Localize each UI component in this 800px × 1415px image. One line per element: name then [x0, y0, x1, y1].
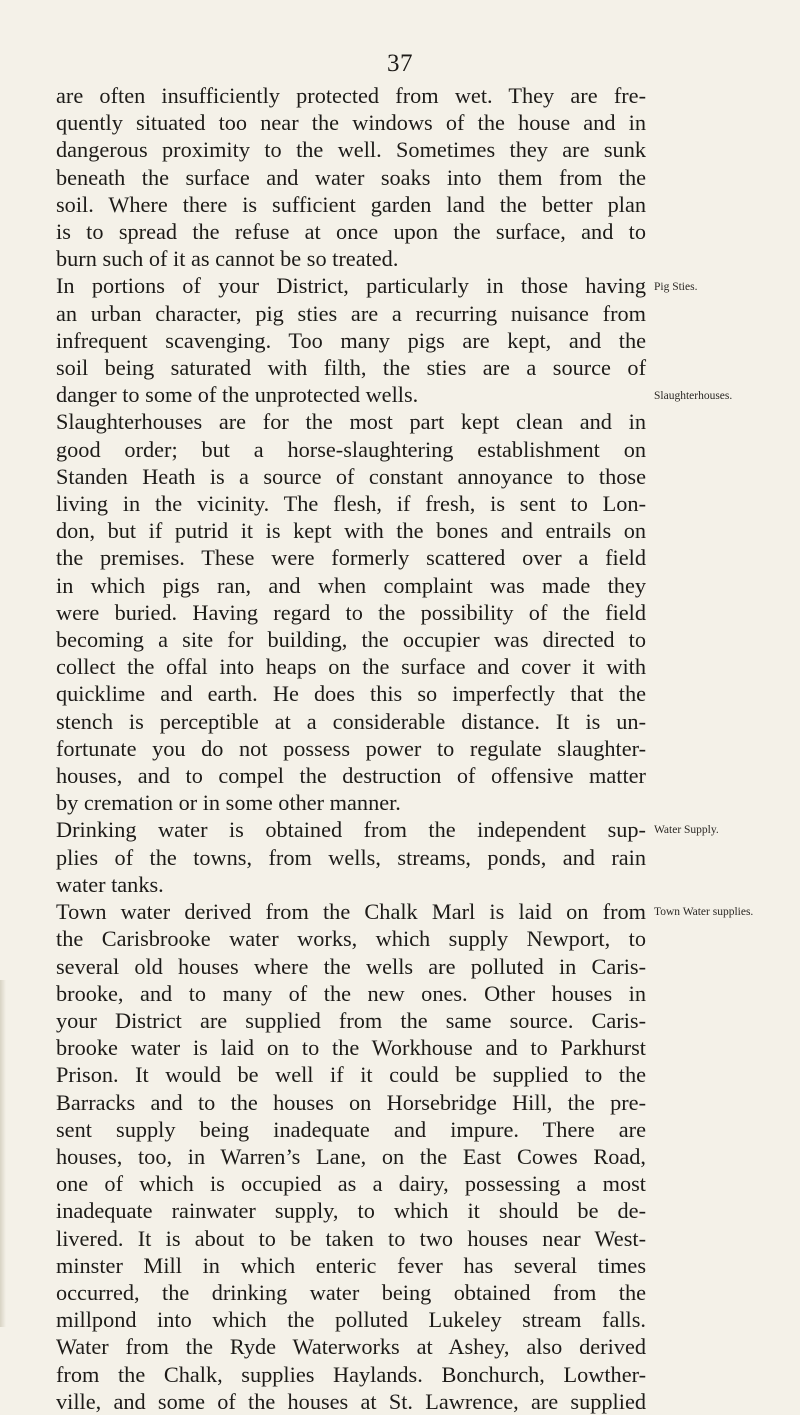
text-line: fortunate you do not possess power to regulate slaughter- [56, 735, 646, 761]
text-line: Slaughterhouses are for the most part kept clean and in [56, 409, 646, 435]
text-line: Water from the Ryde Waterworks at Ashey, also derived [56, 1334, 646, 1360]
side-note-pig-sties: Pig Sties. [654, 281, 698, 293]
text-line: is to spread the refuse at once upon the surface, and to [56, 219, 646, 245]
text-line: burn such of it as cannot be so treated. [56, 246, 399, 272]
text-line: an urban character, pig sties are a recurring nuisance from [56, 300, 646, 326]
text-line: brooke, and to many of the new ones. Other houses in [56, 980, 646, 1006]
text-line: sent supply being inadequate and impure. There are [56, 1116, 646, 1142]
text-line: several old houses where the wells are polluted in Caris- [56, 953, 646, 979]
text-line: Drinking water is obtained from the independent sup- [56, 817, 646, 843]
text-line: houses, and to compel the destruction of offensive matter [56, 763, 646, 789]
text-line: from the Chalk, supplies Haylands. Bonchurch, Lowther- [56, 1361, 646, 1387]
text-line: the Carisbrooke water works, which supply Newport, to [56, 926, 646, 952]
text-line: soil. Where there is sufficient garden land the better plan [56, 191, 646, 217]
text-line: houses, too, in Warren’s Lane, on the East Cowes Road, [56, 1143, 646, 1169]
text-line: ville, and some of the houses at St. Lawrence, are supplied [56, 1388, 646, 1414]
text-line: were buried. Having regard to the possibility of the field [56, 599, 646, 625]
text-line: your District are supplied from the same source. Caris- [56, 1007, 646, 1033]
text-line: Prison. It would be well if it could be supplied to the [56, 1062, 646, 1088]
text-line: quently situated too near the windows of the house and in [56, 110, 646, 136]
text-line: brooke water is laid on to the Workhouse and to Parkhurst [56, 1035, 646, 1061]
text-line: occurred, the drinking water being obtained from the [56, 1279, 646, 1305]
text-line: In portions of your District, particularly in those having [56, 273, 646, 299]
text-line: minster Mill in which enteric fever has several times [56, 1252, 646, 1278]
side-note-slaughterhouses: Slaughterhouses. [654, 390, 733, 402]
text-line: living in the vicinity. The flesh, if fresh, is sent to Lon- [56, 491, 646, 517]
text-line: in which pigs ran, and when complaint was made they [56, 572, 646, 598]
text-line: quicklime and earth. He does this so imperfectly that the [56, 681, 646, 707]
text-line: don, but if putrid it is kept with the bones and entrails on [56, 518, 646, 544]
text-line: livered. It is about to be taken to two houses near West- [56, 1225, 646, 1251]
text-line: dangerous proximity to the well. Sometimes they are sunk [56, 137, 646, 163]
text-line: millpond into which the polluted Lukeley stream falls. [56, 1307, 646, 1333]
text-line: plies of the towns, from wells, streams, ponds, and rain [56, 844, 646, 870]
side-note-water-supply: Water Supply. [654, 824, 719, 836]
text-line: are often insufficiently protected from wet. They are fre- [56, 83, 646, 108]
text-line: the premises. These were formerly scattered over a field [56, 545, 646, 571]
text-line: danger to some of the unprotected wells. [56, 382, 419, 408]
text-line: Town water derived from the Chalk Marl is laid on from [56, 899, 646, 925]
text-line: Barracks and to the houses on Horsebridge Hill, the pre- [56, 1089, 646, 1115]
text-line: inadequate rainwater supply, to which it should be de- [56, 1198, 646, 1224]
text-line: infrequent scavenging. Too many pigs are kept, and the [56, 327, 646, 353]
text-line: collect the offal into heaps on the surface and cover it with [56, 654, 646, 680]
body-text [56, 82, 646, 1415]
text-line: Standen Heath is a source of constant annoyance to those [56, 463, 646, 489]
text-line: one of which is occupied as a dairy, possessing a most [56, 1171, 646, 1197]
text-line: by cremation or in some other manner. [56, 790, 401, 816]
text-line: becoming a site for building, the occupier was directed to [56, 627, 646, 653]
text-line: beneath the surface and water soaks into them from the [56, 164, 646, 190]
side-note-town-water-supplies: Town Water supplies. [654, 906, 754, 918]
page-number: 37 [387, 50, 413, 77]
text-line: stench is perceptible at a considerable distance. It is un- [56, 708, 646, 734]
text-line: good order; but a horse-slaughtering establishment on [56, 436, 646, 462]
page-edge-shadow [0, 980, 6, 1327]
text-line: soil being saturated with filth, the sties are a source of [56, 355, 646, 381]
text-line: water tanks. [56, 871, 164, 897]
